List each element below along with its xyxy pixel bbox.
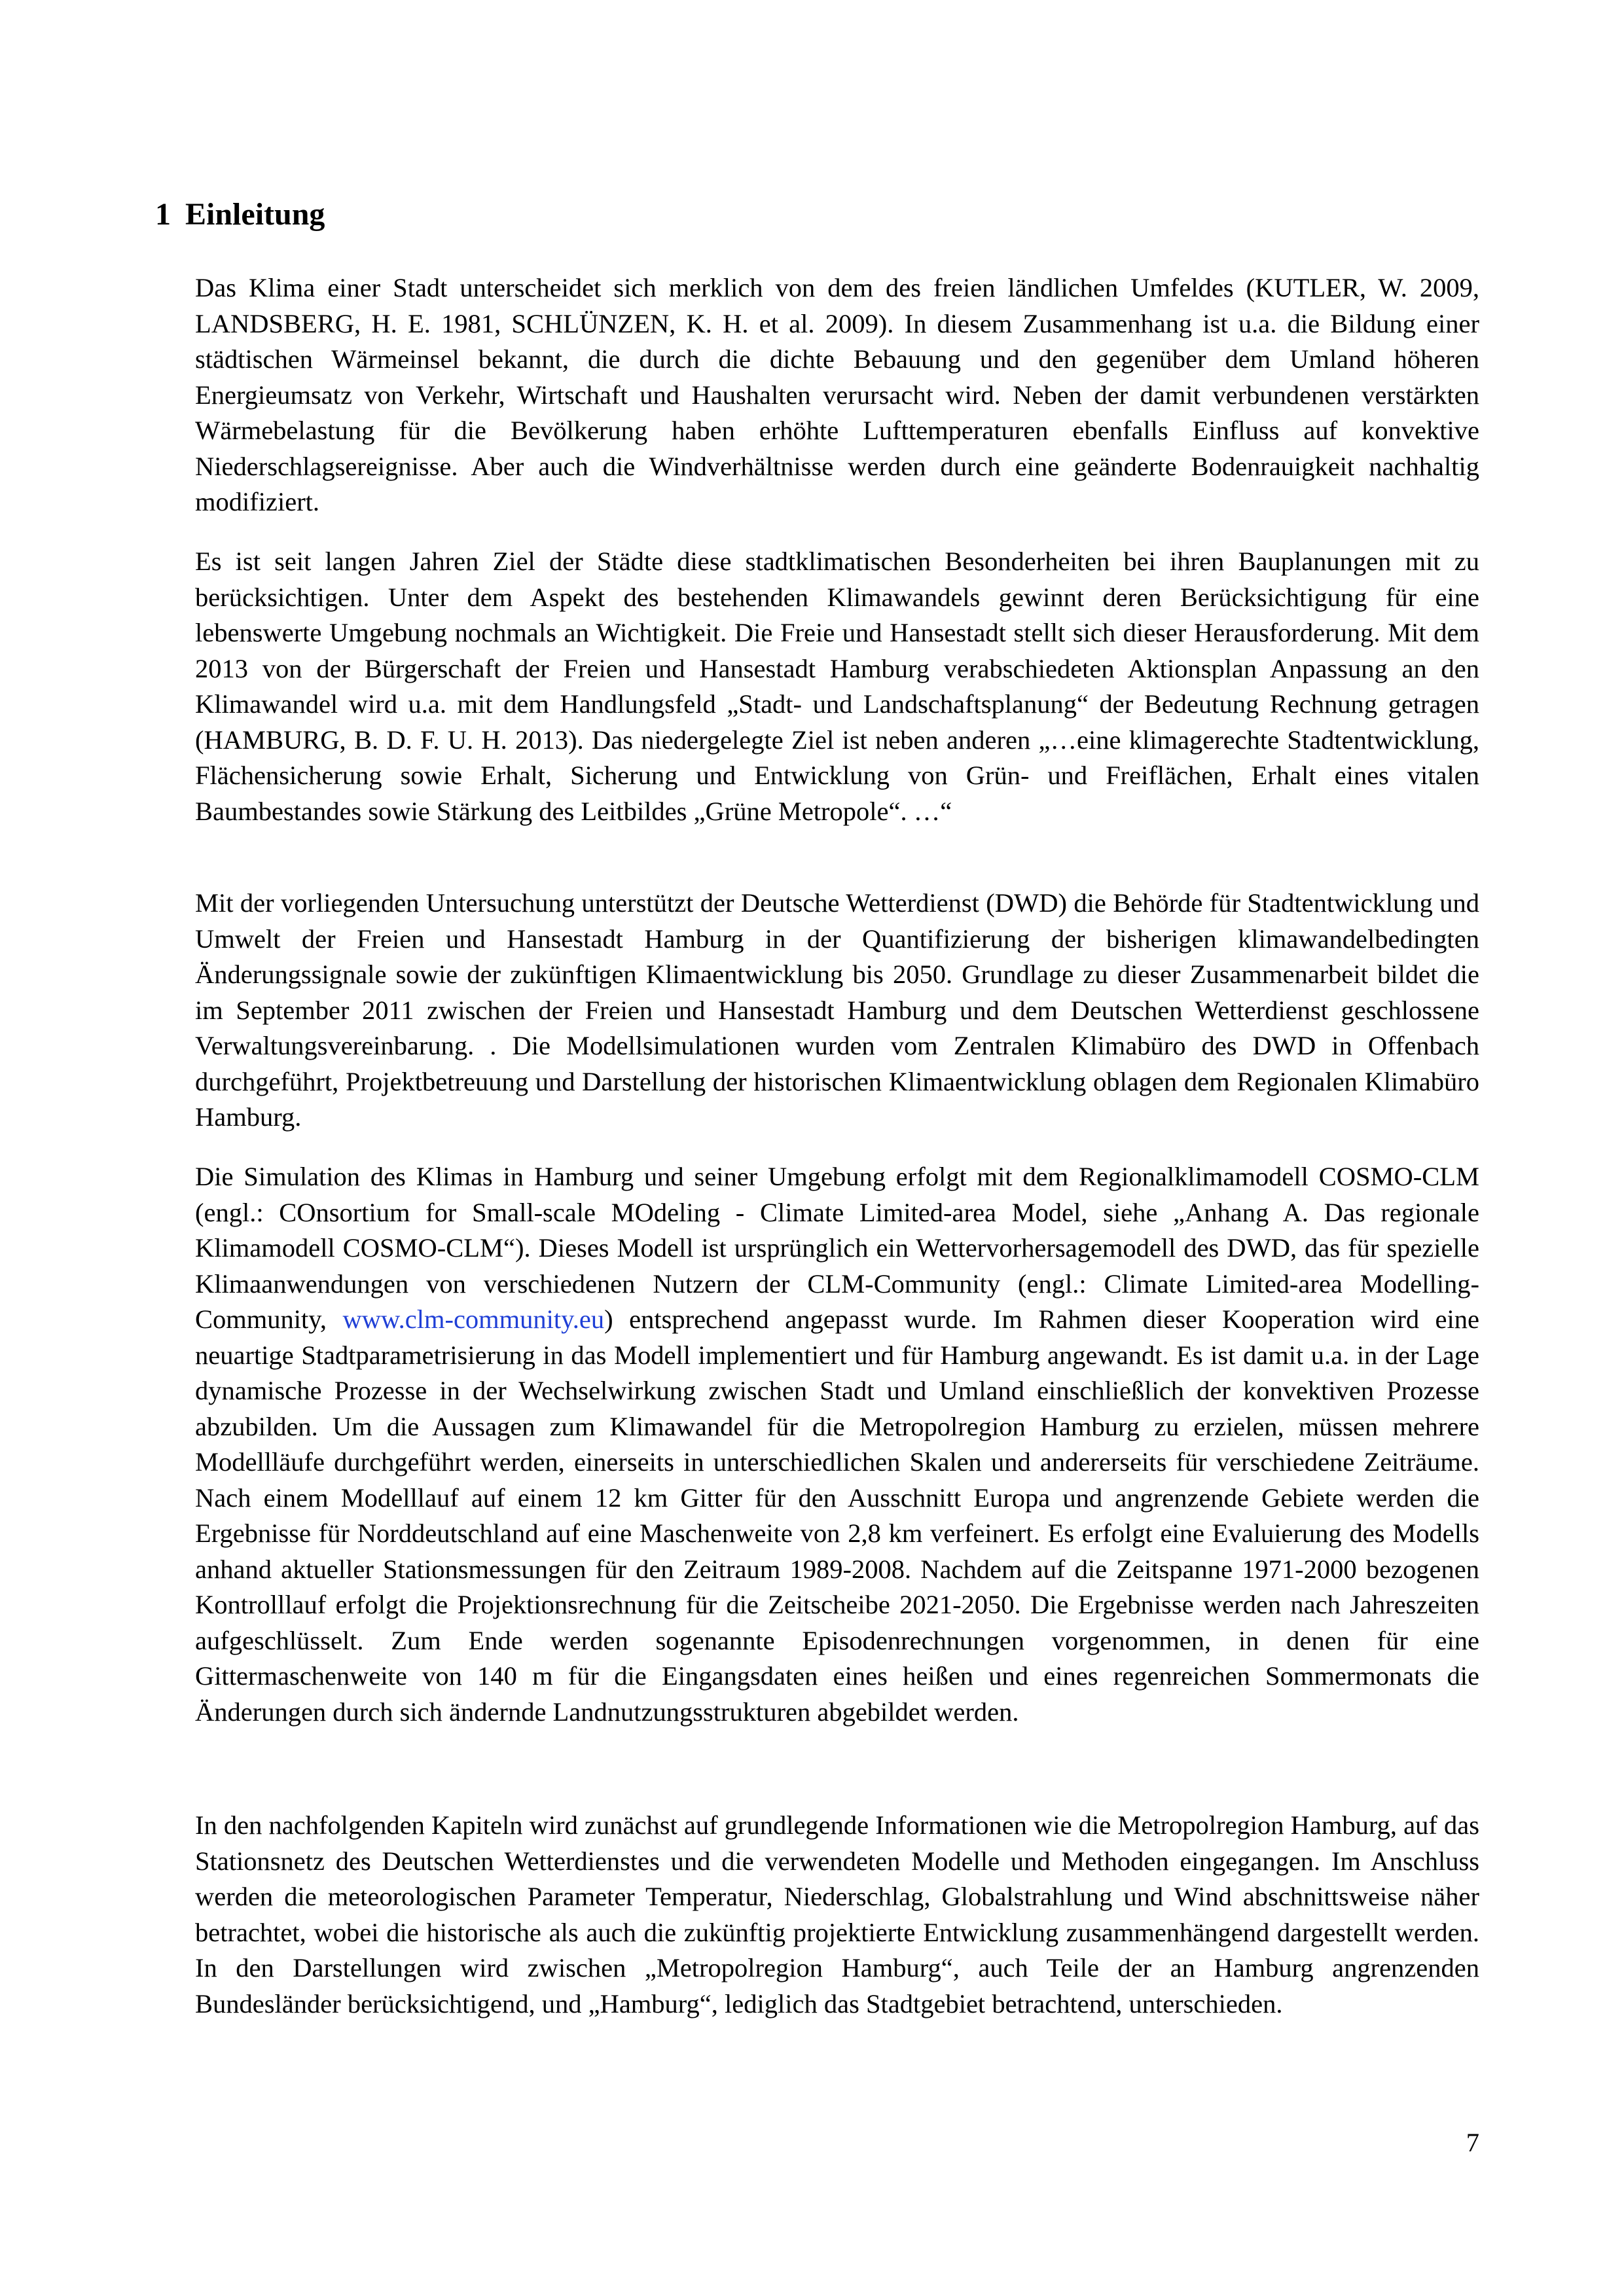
paragraph-4-text-end: ) entsprechend angepasst wurde. Im Rahmen dieser Kooperation wird eine neuartige Stadtparametrisierung in das Modell implementiert und für Hamburg angewandt. Es ist damit u.a. in der Lage dynamische Prozesse in der Wechselwirkung zwischen Stadt und Umland einschließlich der konvektiven Prozesse abzubilden. Um die Aussagen zum Klimawandel für die Metropolregion Hamburg zu erzielen, müssen mehrere Modellläufe durchgeführt werden, einerseits in unterschiedlichen Skalen und andererseits für verschiedene Zeiträume. Nach einem Modelllauf auf einem 12 km Gitter für den Ausschnitt Europa und angrenzende Gebiete werden die Ergebnisse für Norddeutschland auf eine Maschenweite von 2,8 km verfeinert. Es erfolgt eine Evaluierung des Modells anhand aktueller Stationsmessungen für den Zeitraum 1989-2008. Nachdem auf die Zeitspanne 1971-2000 bezogenen Kontrolllauf erfolgt die Projektionsrechnung für die Zeitscheibe 2021-2050. Die Ergebnisse werden nach Jahreszeiten aufgeschlüsselt. Zum Ende werden sogenannte Episodenrechnungen vorgenommen, in denen für eine Gittermaschenweite von 140 m für die Eingangsdaten eines heißen und eines regenreichen Sommermonats die Änderungen durch sich ändernde Landnutzungsstrukturen abgebildet werden. bbox=[195, 1304, 1479, 1727]
paragraph-3: Mit der vorliegenden Untersuchung unterstützt der Deutsche Wetterdienst (DWD) die Behörde für Stadtentwicklung und Umwelt der Freien und Hansestadt Hamburg in der Quantifizierung der bisherigen klimawandelbedingten Änderungssignale sowie der zukünftigen Klimaentwicklung bis 2050. Grundlage zu dieser Zusammenarbeit bildet die im September 2011 zwischen der Freien und Hansestadt Hamburg und dem Deutschen Wetterdienst geschlossene Verwaltungsvereinbarung. . Die Modellsimulationen wurden vom Zentralen Klimabüro des DWD in Offenbach durchgeführt, Projektbetreuung und Darstellung der historischen Klimaentwicklung oblagen dem Regionalen Klimabüro Hamburg. bbox=[195, 888, 1479, 1132]
paragraph-2: Es ist seit langen Jahren Ziel der Städte diese stadtklimatischen Besonderheiten bei ihren Bauplanungen mit zu berücksichtigen. Unter dem Aspekt des bestehenden Klimawandels gewinnt deren Berücksichtigung für eine lebenswerte Umgebung nochmals an Wichtigkeit. Die Freie und Hansestadt stellt sich dieser Herausforderung. Mit dem 2013 von der Bürgerschaft der Freien und Hansestadt Hamburg verabschiedeten Aktionsplan Anpassung an den Klimawandel wird u.a. mit dem Handlungsfeld „Stadt- und Landschaftsplanung“ der Bedeutung Rechnung getragen (HAMBURG, B. D. F. U. H. 2013). Das niedergelegte Ziel ist neben anderen „…eine klimagerechte Stadtentwicklung, Flächensicherung sowie Erhalt, Sicherung und Entwicklung von Grün- und Freiflächen, Erhalt eines vitalen Baumbestandes sowie Stärkung des Leitbildes „Grüne Metropole“. …“ bbox=[195, 547, 1479, 826]
section-heading bbox=[155, 191, 325, 238]
page-number: 7 bbox=[1466, 2128, 1479, 2157]
section-number: 1 bbox=[155, 197, 171, 232]
paragraph-1: Das Klima einer Stadt unterscheidet sich merklich von dem des freien ländlichen Umfeldes (KUTLER, W. 2009, LANDSBERG, H. E. 1981, SCHLÜNZEN, K. H. et al. 2009). In diesem Zusammenhang ist u.a. die Bildung einer städtischen Wärmeinsel bekannt, die durch die dichte Bebauung und den gegenüber dem Umland höheren Energieumsatz von Verkehr, Wirtschaft und Haushalten verursacht wird. Neben der damit verbundenen verstärkten Wärmebelastung für die Bevölkerung haben erhöhte Lufttemperaturen ebenfalls Einfluss auf konvektive Niederschlagsereignisse. Aber auch die Windverhältnisse werden durch eine geänderte Bodenrauigkeit nachhaltig modifiziert. bbox=[195, 273, 1479, 516]
paragraph-5: In den nachfolgenden Kapiteln wird zunächst auf grundlegende Informationen wie die Metropolregion Hamburg, auf das Stationsnetz des Deutschen Wetterdienstes und die verwendeten Modelle und Methoden eingegangen. Im Anschluss werden die meteorologischen Parameter Temperatur, Niederschlag, Globalstrahlung und Wind abschnittsweise näher betrachtet, wobei die historische als auch die zukünftig projektierte Entwicklung zusammenhängend dargestellt werden. In den Darstellungen wird zwischen „Metropolregion Hamburg“, auch Teile der an Hamburg angrenzenden Bundesländer berücksichtigend, und „Hamburg“, lediglich das Stadtgebiet betrachtend, unterschieden. bbox=[195, 1810, 1479, 2018]
paragraph-4-text-start: Die Simulation des Klimas in Hamburg und seiner Umgebung erfolgt mit dem Regionalklimamodell COSMO-CLM (engl.: COnsortium for Small-scale MOdeling - Climate Limited-area Model, siehe „Anhang A. Das regionale Klimamodell COSMO-CLM“). Dieses Modell ist ursprünglich ein Wettervorhersagemodell des DWD, das für spezielle Klimaanwendungen von verschiedenen Nutzern der CLM-Community (engl.: Climate Limited-area Modelling-Community, bbox=[195, 1162, 1479, 1334]
section-title: Einleitung bbox=[185, 197, 325, 232]
clm-community-link[interactable]: www.clm-community.eu bbox=[342, 1304, 605, 1334]
paragraph-4 bbox=[195, 1159, 1479, 1730]
